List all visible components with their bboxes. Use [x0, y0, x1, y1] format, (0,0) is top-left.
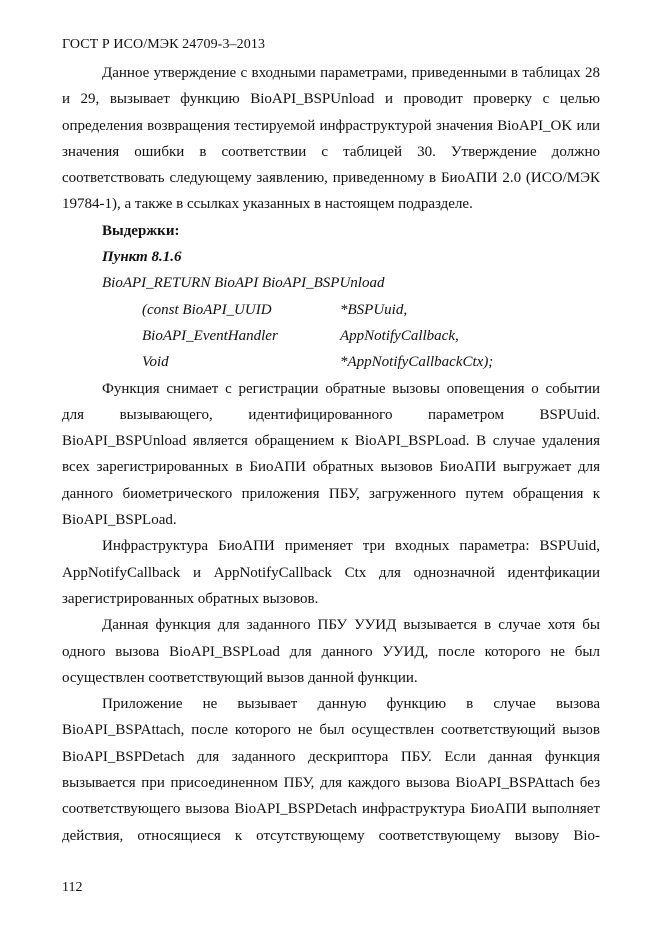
clause-heading: Пункт 8.1.6 — [102, 249, 182, 266]
body-paragraph: Функция снимает с регистрации обратные вызовы оповещения о событии для вызывающего, идентифицированного параметром BSPUuid. BioAPI_BSPUnload является обращением к BioAPI_BSPLoad. В случае удаления всех зарегистрированных в БиоАПИ обратных вызовов БиоАПИ выгружает для данного биометрического приложения ПБУ, загруженного путем обращения к BioAPI_BSPLoad. — [62, 380, 600, 529]
param-row — [62, 349, 600, 375]
param-type: (const BioAPI_UUID — [142, 301, 272, 318]
body-paragraph: Данная функция для заданного ПБУ УУИД вызывается в случае хотя бы одного вызова BioAPI_BSPLoad для данного УУИД, после которого не был осуществлен соответствующий вызов данной функции. — [62, 617, 600, 686]
function-signature: BioAPI_RETURN BioAPI BioAPI_BSPUnload — [102, 275, 385, 292]
standard-header: ГОСТ Р ИСО/МЭК 24709-3–2013 — [62, 37, 266, 52]
body-paragraph: Приложение не вызывает данную функцию в случае вызова BioAPI_BSPAttach, после которого не был осуществлен соответствующий вызов BioAPI_BSPDetach для заданного дескриптора ПБУ. Если данная функция вызывается при присоединенном ПБУ, для каждого вызова BioAPI_BSPAttach без соответствующего вызова BioAPI_BSPDetach инфраструктура БиоАПИ выполняет действия, относящиеся к отсутствующему соответствующему вызову Bio- — [62, 696, 600, 844]
intro-paragraph: Данное утверждение с входными параметрами, приведенными в таблицах 28 и 29, вызывает функцию BioAPI_BSPUnload и проводит проверку с целью определения возвращения тестируемой инфраструктурой значения BioAPI_OK или значения ошибки в соответствии с таблицей 30. Утверждение должно соответствовать следующему заявлению, приведенному в БиоАПИ 2.0 (ИСО/МЭК 19784-1), а также в ссылках указанных в настоящем подразделе. — [62, 65, 600, 213]
param-name: *AppNotifyCallbackCtx); — [340, 354, 494, 371]
param-name: *BSPUuid, — [340, 301, 408, 318]
param-name: AppNotifyCallback, — [340, 327, 459, 344]
extracts-heading: Выдержки: — [102, 222, 180, 239]
param-row — [62, 297, 600, 323]
param-row — [62, 323, 600, 349]
param-type: Void — [142, 354, 169, 371]
page-number: 112 — [62, 880, 83, 895]
param-type: BioAPI_EventHandler — [142, 327, 278, 344]
page-body — [62, 60, 600, 849]
body-paragraph: Инфраструктура БиоАПИ применяет три входных параметра: BSPUuid, AppNotifyCallback и AppNotifyCallback Ctx для однозначной идентфикации зарегистрированных обратных вызовов. — [62, 538, 600, 607]
